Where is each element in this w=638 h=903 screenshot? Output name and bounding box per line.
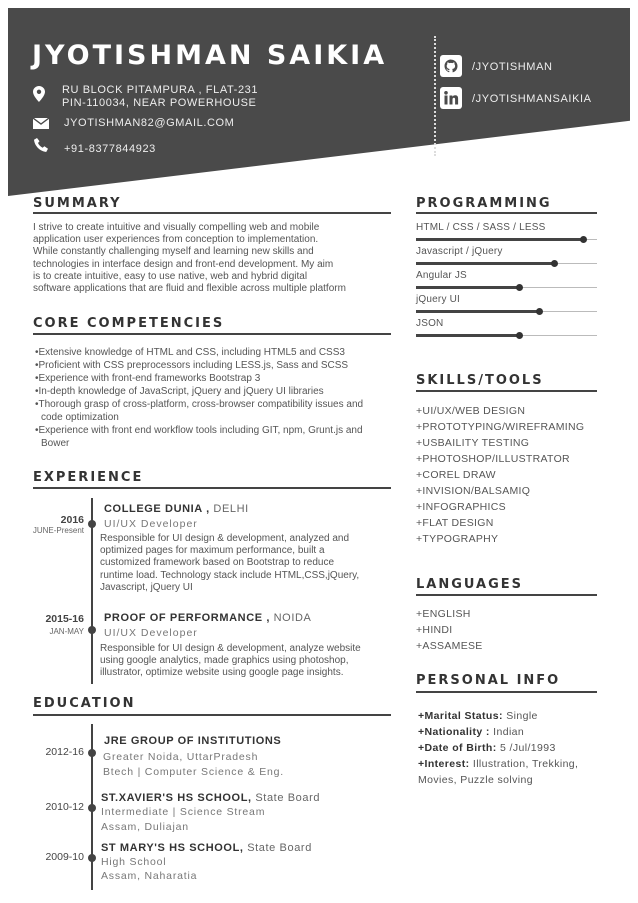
- competencies-heading: CORE COMPETENCIES: [33, 316, 225, 331]
- school-board: State Board: [255, 792, 321, 804]
- github-icon[interactable]: [440, 55, 462, 77]
- timeline-dot: [88, 854, 96, 862]
- email-link[interactable]: JYOTISHMAN82@GMAIL.COM: [64, 117, 235, 129]
- github-handle[interactable]: /JYOTISHMAN: [472, 61, 553, 73]
- experience-role: UI/UX Developer: [104, 518, 198, 530]
- programming-label: HTML / CSS / SASS / LESS: [416, 222, 546, 233]
- desc-line: runtime load. Technology stack include HTML,CSS,jQuery,: [100, 569, 360, 581]
- programming-label: Javascript / jQuery: [416, 246, 503, 257]
- programming-heading: PROGRAMMING: [416, 196, 552, 211]
- experience-year: [61, 514, 84, 526]
- personal-heading: PERSONAL INFO: [416, 673, 561, 688]
- programming-label: JSON: [416, 318, 444, 329]
- skill-bar-knob: [551, 260, 558, 267]
- desc-line: using google analytics, made graphics using photoshop,: [100, 655, 349, 667]
- desc-line: Responsible for UI design & development, analyze website: [100, 643, 361, 654]
- experience-heading: EXPERIENCE: [33, 470, 144, 485]
- personal-key: +Interest:: [418, 758, 470, 770]
- education-rule: [33, 714, 391, 716]
- personal-key: +Date of Birth:: [418, 742, 497, 754]
- summary-rule: [33, 212, 391, 214]
- summary-line: While constantly challenging myself and learning new skills and: [33, 246, 314, 258]
- skills-heading: SKILLS/TOOLS: [416, 373, 544, 388]
- mail-icon: [33, 118, 49, 129]
- skill-bar-fill: [416, 238, 583, 241]
- language-item: +HINDI: [416, 624, 453, 636]
- competency-item: •Proficient with CSS preprocessors including LESS.js, Sass and SCSS: [35, 360, 349, 371]
- skill-item: +INFOGRAPHICS: [416, 501, 506, 513]
- timeline-dot: [88, 749, 96, 757]
- skill-item: +COREL DRAW: [416, 469, 496, 481]
- experience-description: [100, 533, 390, 594]
- candidate-name: JYOTISHMAN SAIKIA: [32, 40, 388, 71]
- summary-line: software applications that are fluid and flexible across multiple platform: [33, 283, 346, 295]
- address-line1: RU BLOCK PITAMPURA , FLAT-231: [62, 84, 259, 96]
- summary-line: I strive to create intuitive and visually compelling web and mobile: [33, 222, 320, 233]
- linkedin-handle[interactable]: /JYOTISHMANSAIKIA: [472, 93, 592, 105]
- competency-item: •In-depth knowledge of JavaScript, jQuery and jQuery UI libraries: [35, 386, 324, 397]
- skill-bar-fill: [416, 310, 539, 313]
- summary-line: is to create intuitive, easy to use native, web and hybrid digital: [33, 270, 308, 282]
- education-school: [101, 792, 320, 804]
- skill-bar-fill: [416, 262, 554, 265]
- personal-rule: [416, 691, 597, 693]
- competencies-rule: [33, 333, 391, 335]
- experience-period: JAN-MAY: [49, 627, 84, 636]
- skill-item: +PHOTOSHOP/ILLUSTRATOR: [416, 453, 570, 465]
- header-divider: [434, 36, 436, 156]
- education-line3: Assam, Duliajan: [101, 821, 189, 833]
- education-year: 2009-10: [45, 851, 84, 863]
- experience-rule: [33, 487, 391, 489]
- competency-item: •Experience with front end workflow tools including GIT, npm, Grunt.js and Bower: [35, 425, 363, 449]
- education-school: [101, 842, 312, 854]
- company-name: COLLEGE DUNIA ,: [104, 503, 210, 515]
- skill-item: +TYPOGRAPHY: [416, 533, 499, 545]
- personal-value: 5 /Jul/1993: [496, 742, 556, 754]
- competency-item: •Thorough grasp of cross-platform, cross-browser compatibility issues and code optimization: [35, 399, 364, 423]
- skills-rule: [416, 390, 597, 392]
- experience-company: [104, 612, 311, 624]
- education-year: 2010-12: [45, 801, 84, 813]
- language-item: +ENGLISH: [416, 608, 471, 620]
- phone-icon: [34, 138, 48, 152]
- personal-info: [418, 708, 608, 788]
- skill-bar-knob: [516, 332, 523, 339]
- skill-bar-knob: [516, 284, 523, 291]
- personal-key: +Marital Status:: [418, 710, 503, 722]
- programming-label: jQuery UI: [416, 294, 461, 305]
- school-name: JRE GROUP OF INSTITUTIONS: [104, 735, 282, 747]
- company-location: NOIDA: [273, 612, 312, 624]
- competency-item: •Extensive knowledge of HTML and CSS, including HTML5 and CSS3: [35, 347, 345, 358]
- experience-year: [45, 613, 84, 625]
- languages-rule: [416, 594, 597, 596]
- desc-line: Responsible for UI design & development, analyzed and: [100, 533, 350, 544]
- experience-company: [104, 503, 249, 515]
- summary-text: [33, 222, 393, 295]
- education-line2: Intermediate | Science Stream: [101, 806, 266, 818]
- personal-value: Indian: [489, 726, 525, 738]
- address-line2: PIN-110034, NEAR POWERHOUSE: [62, 97, 257, 109]
- location-icon: [33, 86, 45, 102]
- programming-label: Angular JS: [416, 270, 467, 281]
- experience-year-text: 2015-16: [45, 613, 84, 625]
- education-year: 2012-16: [45, 746, 84, 758]
- summary-heading: SUMMARY: [33, 196, 122, 211]
- language-item: +ASSAMESE: [416, 640, 483, 652]
- experience-role: UI/UX Developer: [104, 627, 198, 639]
- skill-item: +INVISION/BALSAMIQ: [416, 485, 531, 497]
- company-location: DELHI: [213, 503, 249, 515]
- timeline-dot: [88, 520, 96, 528]
- desc-line: illustrator, optimize website using google page insights.: [100, 667, 344, 679]
- skill-item: +UI/UX/WEB DESIGN: [416, 405, 526, 417]
- languages-heading: LANGUAGES: [416, 577, 524, 592]
- education-line2: High School: [101, 856, 167, 868]
- company-name: PROOF OF PERFORMANCE ,: [104, 612, 270, 624]
- summary-line: technologies in interface design and front-end development. My aim: [33, 258, 334, 270]
- skill-item: +USBAILITY TESTING: [416, 437, 530, 449]
- experience-description: [100, 643, 390, 680]
- education-line2: Greater Noida, UttarPradesh: [103, 751, 259, 763]
- school-board: State Board: [247, 842, 312, 854]
- personal-value: Illustration, Trekking, Movies, Puzzle solving: [418, 758, 579, 786]
- experience-year-text: 2016: [60, 514, 84, 526]
- education-line3: Assam, Naharatia: [101, 870, 198, 882]
- experience-period: JUNE-Present: [32, 526, 84, 535]
- skill-item: +FLAT DESIGN: [416, 517, 494, 529]
- personal-item: [418, 708, 608, 724]
- personal-value: Single: [502, 710, 538, 722]
- school-name: ST MARY'S HS SCHOOL,: [101, 842, 244, 854]
- phone-number: +91-8377844923: [64, 143, 156, 155]
- timeline-dot: [88, 804, 96, 812]
- summary-line: application user experiences from conception to implementation.: [33, 234, 319, 246]
- desc-line: Javascript, jQuery UI: [100, 581, 193, 593]
- competencies-list: [33, 346, 383, 450]
- timeline-dot: [88, 626, 96, 634]
- education-school: [104, 735, 281, 747]
- skill-bar-fill: [416, 286, 519, 289]
- desc-line: customized framework based on Bootstrap to reduce: [100, 557, 335, 569]
- personal-item: [418, 756, 608, 788]
- skill-bar-knob: [536, 308, 543, 315]
- competency-item: •Experience with front-end frameworks Bootstrap 3: [35, 373, 261, 384]
- personal-item: [418, 724, 608, 740]
- education-heading: EDUCATION: [33, 696, 136, 711]
- education-line3: Btech | Computer Science & Eng.: [103, 766, 285, 778]
- linkedin-icon[interactable]: [440, 87, 462, 109]
- personal-key: +Nationality :: [418, 726, 490, 738]
- desc-line: optimized pages for maximum performance, built a: [100, 545, 325, 557]
- personal-item: [418, 740, 608, 756]
- skill-bar-fill: [416, 334, 519, 337]
- skill-item: +PROTOTYPING/WIREFRAMING: [416, 421, 585, 433]
- programming-rule: [416, 212, 597, 214]
- skill-bar-knob: [580, 236, 587, 243]
- school-name: ST.XAVIER'S HS SCHOOL,: [101, 792, 252, 804]
